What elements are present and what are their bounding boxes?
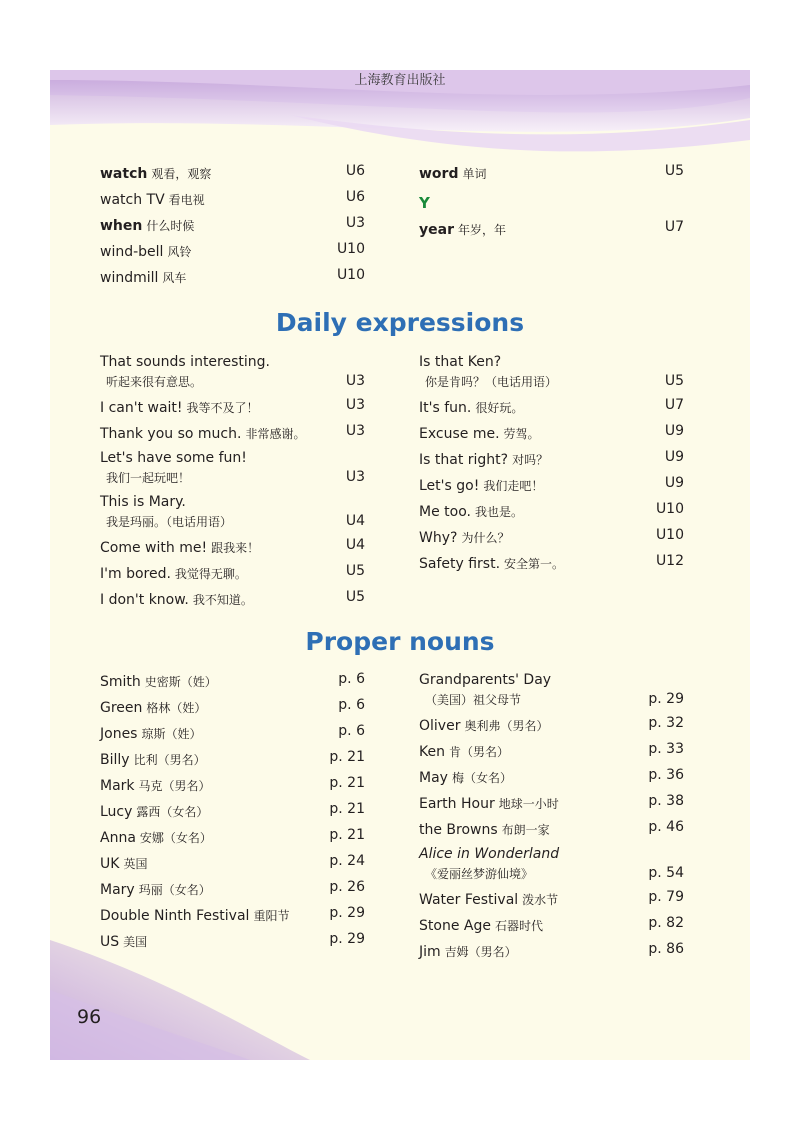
noun-meaning: 安娜（女名） (139, 831, 212, 845)
noun-page: p. 86 (648, 941, 684, 957)
entry-unit: U10 (336, 241, 365, 257)
expression-text: I'm bored. (100, 566, 171, 582)
noun-entry (419, 912, 684, 938)
noun-entry (100, 850, 365, 876)
noun-meaning: 格林（姓） (146, 701, 207, 715)
publisher-name: 上海教育出版社 (354, 73, 446, 88)
noun-meaning: 奥利弗（男名） (464, 719, 549, 733)
entry-word: when (100, 218, 143, 234)
expression-unit: U9 (664, 423, 684, 439)
noun-meaning: 史密斯（姓） (144, 675, 217, 689)
expression-text: Let's have some fun! (100, 450, 247, 466)
noun-meaning: 美国 (123, 935, 148, 949)
noun-page: p. 38 (648, 793, 684, 809)
expression-unit: U3 (345, 469, 365, 485)
expression-meaning: 我们一起玩吧！ (106, 471, 191, 485)
letter-heading: Y (419, 194, 430, 212)
noun-page: p. 54 (648, 865, 684, 881)
entry-unit: U10 (336, 267, 365, 283)
vocab-entry (100, 186, 365, 212)
entry-meaning: 风铃 (167, 245, 192, 259)
noun-text: Earth Hour (419, 796, 495, 812)
expression-meaning: 我不知道。 (192, 593, 253, 607)
noun-page: p. 29 (648, 691, 684, 707)
expression-unit: U10 (655, 527, 684, 543)
noun-page: p. 21 (329, 801, 365, 817)
expression-text: Why? (419, 530, 458, 546)
noun-page: p. 6 (338, 671, 365, 687)
expression-unit: U5 (345, 589, 365, 605)
expression-text: Excuse me. (419, 426, 500, 442)
expression-unit: U5 (664, 373, 684, 389)
vocab-left-column (100, 160, 365, 290)
entry-unit: U5 (664, 163, 684, 179)
expression-unit: U3 (345, 397, 365, 413)
vocab-entry (100, 212, 365, 238)
noun-page: p. 6 (338, 723, 365, 739)
expression-meaning: 对吗？ (512, 453, 549, 467)
entry-meaning: 风车 (162, 271, 187, 285)
expression-entry (100, 446, 365, 490)
daily-left-column (100, 350, 365, 612)
proper-right-column (419, 668, 684, 964)
expression-entry (419, 550, 684, 576)
entry-word: watch TV (100, 192, 165, 208)
expression-unit: U4 (345, 513, 365, 529)
noun-entry (419, 712, 684, 738)
noun-text: Mary (100, 882, 135, 898)
noun-text: Ken (419, 744, 445, 760)
expression-text: This is Mary. (100, 494, 186, 510)
noun-page: p. 6 (338, 697, 365, 713)
expression-meaning: 非常感谢。 (245, 427, 306, 441)
expression-text: Is that Ken? (419, 354, 502, 370)
noun-meaning: 比利（男名） (133, 753, 206, 767)
expression-meaning: 跟我来！ (211, 541, 260, 555)
noun-page: p. 29 (329, 931, 365, 947)
expression-unit: U10 (655, 501, 684, 517)
noun-entry (100, 902, 365, 928)
expression-unit: U12 (655, 553, 684, 569)
expression-unit: U5 (345, 563, 365, 579)
noun-meaning: 《爱丽丝梦游仙境》 (425, 867, 534, 881)
noun-page: p. 33 (648, 741, 684, 757)
entry-unit: U6 (345, 189, 365, 205)
expression-text: It's fun. (419, 400, 472, 416)
entry-unit: U6 (345, 163, 365, 179)
entry-meaning: 年岁，年 (457, 223, 506, 237)
noun-text: the Browns (419, 822, 498, 838)
noun-text: Water Festival (419, 892, 519, 908)
noun-meaning: 石器时代 (494, 919, 543, 933)
expression-meaning: 你是肯吗？（电话用语） (425, 375, 558, 389)
proper-nouns-heading: Proper nouns (305, 627, 495, 656)
noun-text: Alice in Wonderland (419, 846, 560, 862)
entry-unit: U3 (345, 215, 365, 231)
expression-text: Me too. (419, 504, 471, 520)
entry-meaning: 单词 (462, 167, 487, 181)
noun-entry (100, 694, 365, 720)
noun-page: p. 32 (648, 715, 684, 731)
expression-unit: U7 (664, 397, 684, 413)
expression-text: I can't wait! (100, 400, 183, 416)
expression-text: Safety first. (419, 556, 501, 572)
noun-text: UK (100, 856, 120, 872)
proper-left-column (100, 668, 365, 954)
expression-entry (419, 446, 684, 472)
expression-entry (419, 524, 684, 550)
entry-word: year (419, 222, 454, 238)
noun-entry (100, 876, 365, 902)
noun-meaning: 梅（女名） (451, 771, 512, 785)
noun-text: Jim (419, 944, 441, 960)
noun-entry (100, 772, 365, 798)
expression-text: Thank you so much. (100, 426, 242, 442)
vocab-entry (100, 238, 365, 264)
page-number: 96 (77, 1006, 102, 1028)
expression-text: Come with me! (100, 540, 208, 556)
expression-unit: U3 (345, 423, 365, 439)
noun-entry (100, 928, 365, 954)
letter-heading-row (419, 190, 684, 216)
expression-meaning: 听起来很有意思。 (106, 375, 203, 389)
noun-meaning: 重阳节 (253, 909, 290, 923)
noun-text: Green (100, 700, 143, 716)
noun-text: Oliver (419, 718, 461, 734)
expression-entry (100, 420, 365, 446)
noun-page: p. 36 (648, 767, 684, 783)
noun-text: Smith (100, 674, 141, 690)
expression-meaning: 我觉得无聊。 (174, 567, 247, 581)
entry-word: windmill (100, 270, 159, 286)
noun-text: Stone Age (419, 918, 491, 934)
noun-page: p. 29 (329, 905, 365, 921)
daily-right-column (419, 350, 684, 576)
noun-page: p. 82 (648, 915, 684, 931)
expression-entry (419, 394, 684, 420)
noun-meaning: 英国 (123, 857, 148, 871)
expression-text: Is that right? (419, 452, 509, 468)
noun-text: Billy (100, 752, 130, 768)
noun-text: Double Ninth Festival (100, 908, 250, 924)
noun-text: US (100, 934, 120, 950)
entry-meaning: 看电视 (168, 193, 205, 207)
entry-unit: U7 (664, 219, 684, 235)
expression-text: I don't know. (100, 592, 189, 608)
noun-page: p. 26 (329, 879, 365, 895)
expression-meaning: 我们走吧！ (483, 479, 544, 493)
expression-unit: U9 (664, 449, 684, 465)
entry-meaning: 观看，观察 (151, 167, 212, 181)
expression-meaning: 安全第一。 (504, 557, 565, 571)
noun-page: p. 21 (329, 827, 365, 843)
noun-entry (100, 824, 365, 850)
noun-meaning: 马克（男名） (138, 779, 211, 793)
expression-entry (419, 420, 684, 446)
expression-meaning: 我也是。 (474, 505, 523, 519)
noun-text: Jones (100, 726, 138, 742)
expression-entry (100, 394, 365, 420)
noun-entry (419, 938, 684, 964)
vocab-entry (100, 264, 365, 290)
entry-word: watch (100, 166, 148, 182)
noun-meaning: 布朗一家 (501, 823, 550, 837)
page (50, 70, 750, 1060)
noun-text: Grandparents' Day (419, 672, 552, 688)
expression-meaning: 我是玛丽。（电话用语） (106, 515, 233, 529)
expression-entry (419, 350, 684, 394)
noun-meaning: 肯（男名） (448, 745, 509, 759)
expression-text: Let's go! (419, 478, 480, 494)
expression-meaning: 很好玩。 (475, 401, 524, 415)
noun-text: May (419, 770, 448, 786)
noun-text: Anna (100, 830, 136, 846)
noun-entry (419, 816, 684, 842)
noun-entry (419, 764, 684, 790)
daily-expressions-heading: Daily expressions (275, 308, 525, 337)
noun-entry (100, 720, 365, 746)
vocab-entry (419, 216, 684, 242)
noun-page: p. 46 (648, 819, 684, 835)
noun-entry (419, 790, 684, 816)
vocab-right-column (419, 160, 684, 242)
entry-meaning: 什么时候 (146, 219, 195, 233)
expression-meaning: 我等不及了！ (186, 401, 259, 415)
expression-entry (419, 498, 684, 524)
expression-unit: U9 (664, 475, 684, 491)
expression-entry (100, 586, 365, 612)
vocab-entry (100, 160, 365, 186)
noun-page: p. 21 (329, 749, 365, 765)
noun-entry (419, 842, 684, 886)
expression-text: That sounds interesting. (100, 354, 270, 370)
noun-text: Lucy (100, 804, 133, 820)
expression-unit: U3 (345, 373, 365, 389)
noun-page: p. 24 (329, 853, 365, 869)
vocab-entry (419, 160, 684, 186)
expression-meaning: 为什么？ (461, 531, 510, 545)
noun-entry (419, 668, 684, 712)
expression-entry (100, 490, 365, 534)
noun-page: p. 79 (648, 889, 684, 905)
noun-meaning: （美国）祖父母节 (425, 693, 522, 707)
noun-page: p. 21 (329, 775, 365, 791)
expression-entry (100, 534, 365, 560)
noun-entry (100, 668, 365, 694)
entry-word: word (419, 166, 459, 182)
expression-unit: U4 (345, 537, 365, 553)
noun-meaning: 泼水节 (522, 893, 559, 907)
noun-entry (100, 798, 365, 824)
expression-entry (100, 560, 365, 586)
noun-meaning: 琼斯（姓） (141, 727, 202, 741)
noun-entry (419, 886, 684, 912)
expression-entry (419, 472, 684, 498)
noun-text: Mark (100, 778, 135, 794)
entry-word: wind-bell (100, 244, 164, 260)
noun-meaning: 吉姆（男名） (444, 945, 517, 959)
expression-entry (100, 350, 365, 394)
noun-meaning: 玛丽（女名） (138, 883, 211, 897)
noun-entry (419, 738, 684, 764)
noun-meaning: 地球一小时 (498, 797, 559, 811)
noun-meaning: 露西（女名） (136, 805, 209, 819)
expression-meaning: 劳驾。 (503, 427, 540, 441)
noun-entry (100, 746, 365, 772)
